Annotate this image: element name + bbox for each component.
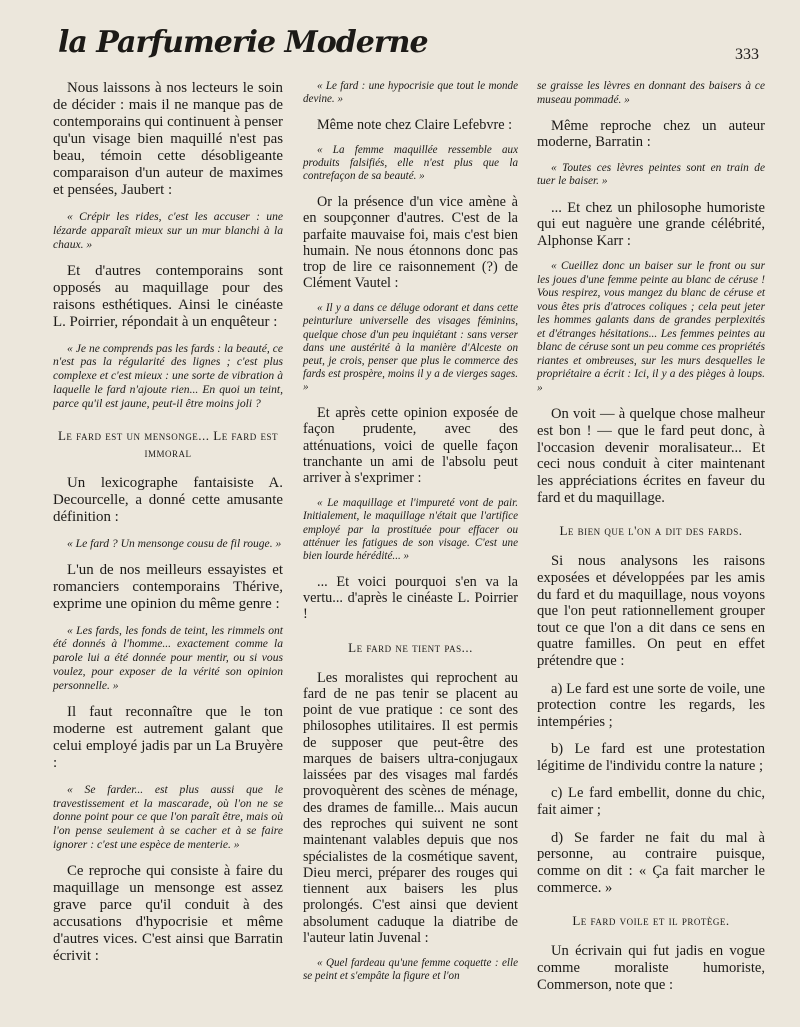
quotation: « Les fards, les fonds de teint, les rimmels ont été donnés à l'homme... exactement comme la parole lui a été donnée pour mentir, ou si vous voulez, pour exposer de la vérité son opinion personnelle. » (53, 623, 283, 692)
section-heading: Le bien que l'on a dit des fards. (559, 523, 743, 539)
paragraph: Et d'autres contemporains sont opposés au maquillage pour des raisons esthétiques. Ainsi le cinéaste L. Poirrier, répondait à un enquêteur : (53, 262, 283, 330)
paragraph: Un lexicographe fantaisiste A. Decourcelle, a donné cette amusante définition : (53, 474, 283, 525)
paragraph: Les moralistes qui reprochent au fard de ne pas tenir se placent au point de vue pratique : ce sont des philosophes utilitaires. Il est permis de supposer que peut-être des marques de baisers ultra-conjugaux laissées par des visages mal fardés provoquèrent des scènes de ménage, des drames de famille... Mais aucun des reproches qui suivent ne sont maintenant valables depuis que nos spécialistes de la cosmétique savent, Dieu merci, préparer des rouges qui tiennent aux baisers les plus prolongés. C'est ainsi que devient absolument caduque la diatribe de l'auteur latin Juvenal : (303, 669, 518, 946)
paragraph: Un écrivain qui fut jadis en vogue comme moraliste humoriste, Commerson, note que : (537, 943, 765, 993)
paragraph: Ce reproche qui consiste à faire du maquillage un mensonge est assez grave parce qu'il conduit à des accusations d'hypocrisie et même d'autres vices. C'est ainsi que Barratin écrivit : (53, 862, 283, 964)
quotation: « Toutes ces lèvres peintes sont en train de tuer le baiser. » (537, 161, 765, 188)
text-column-3 (537, 80, 765, 1004)
page-number: 333 (735, 46, 759, 63)
paragraph: L'un de nos meilleurs essayistes et romanciers contemporains Thérive, exprime une opinion du même genre : (53, 561, 283, 612)
quotation: « Le fard : une hypocrisie que tout le monde devine. » (303, 80, 518, 106)
section-heading: Le fard ne tient pas... (348, 639, 473, 655)
quotation: « Crépir les rides, c'est les accuser : une lézarde apparaît mieux sur un mur blanchi à la chaux. » (53, 210, 283, 251)
quotation: se graisse les lèvres en donnant des baisers à ce museau pommadé. » (537, 80, 765, 106)
paragraph: d) Se farder ne fait du mal à personne, au contraire puisque, comme on dit : « Ça fait marcher le commerce. » (537, 829, 765, 896)
quotation: « Se farder... est plus aussi que le travestissement et la mascarade, où l'on ne se donne point pour ce que l'on paraît être, mais où l'on pense seulement à se cacher et à se faire ignorer : c'est une espèce de menterie. » (53, 782, 283, 851)
paragraph: c) Le fard embellit, donne du chic, fait aimer ; (537, 785, 765, 819)
quotation: « La femme maquillée ressemble aux produits falsifiés, elle n'est plus que la contrefaçon de sa beauté. » (303, 143, 518, 183)
paragraph: Si nous analysons les raisons exposées et développées par les amis du fard et du maquillage, nous voyons que l'on peut rationnellement grouper tout ce que l'on a dit dans ce sens en quatre familles. On peut en effet prétendre que : (537, 553, 765, 670)
quotation: « Il y a dans ce déluge odorant et dans cette peinturlure universelle des visages féminins, quelque chose d'un peu inquiétant : sans verser dans une austérité à la manière d'Alceste on peut, je crois, penser que plus le commerce des fards est prospère, moins il y a de vierges sages. » (303, 302, 518, 394)
quotation: « Cueillez donc un baiser sur le front ou sur les joues d'une femme peinte au blanc de céruse ! Vous respirez, vous mangez du blanc de céruse et vous êtes pris d'atroces coliques ; cela peut jeter les hommes galants dans de grandes perplexités et d'étranges hésitations... Les femmes peintes au blanc de céruse sont un peu comme ces propriétés riantes et ombreuses, sur les murs desquelles le propriétaire a écrit : Ici, il y a des pièges à loups. » (537, 260, 765, 394)
section-heading: Le fard est un mensonge... Le fard est immoral (57, 427, 279, 460)
magazine-masthead: la Parfumerie Moderne (58, 25, 428, 60)
quotation: « Le maquillage et l'impureté vont de pair. Initialement, le maquillage n'était que l'artifice employé par la prostituée pour effacer ou atténuer les fatigues de son visage. C'est une bien lourde hérédité... » (303, 497, 518, 562)
quotation: « Je ne comprends pas les fards : la beauté, ce n'est pas la régularité des lignes ; c'est plus complexe et c'est mieux : une sorte de vibration à laquelle le fard n'ajoute rien... En quoi un teint, parce qu'il est jaune, peut-il être moins joli ? (53, 341, 283, 410)
quotation: « Quel fardeau qu'une femme coquette : elle se peint et s'empâte la figure et l'on (303, 956, 518, 983)
paragraph: Il faut reconnaître que le ton moderne est autrement galant que celui employé jadis par un La Bruyère : (53, 703, 283, 771)
text-column-1 (53, 80, 283, 976)
paragraph: Nous laissons à nos lecteurs le soin de décider : mais il ne manque pas de contemporains qui continuent à penser qu'un visage bien maquillé n'est pas beau, témoin cette désobligeante comparaison d'un auteur de maximes et pensées, Jaubert : (53, 80, 283, 199)
paragraph: Or la présence d'un vice amène à en soupçonner d'autres. C'est de la parfaite mauvaise foi, mais c'est bien humain. Ne nous étonnons donc pas trop de lire ce raisonnement (?) de Clément Vautel : (303, 193, 518, 292)
text-column-2 (303, 80, 518, 994)
paragraph: Même note chez Claire Lefebvre : (317, 116, 513, 133)
quotation: « Le fard ? Un mensonge cousu de fil rouge. » (67, 536, 282, 550)
paragraph: Et après cette opinion exposée de façon prudente, avec des atténuations, voici de quelle façon tranchante un ami de l'absolu peut arriver à s'exprimer : (303, 405, 518, 487)
paragraph: b) Le fard est une protestation légitime de l'individu contre la nature ; (537, 741, 765, 775)
paragraph: ... Et voici pourquoi s'en va la vertu... d'après le cinéaste L. Poirrier ! (303, 573, 518, 623)
section-heading: Le fard voile et il protège. (572, 913, 730, 929)
paragraph: a) Le fard est une sorte de voile, une protection contre les regards, les intempéries ; (537, 680, 765, 730)
paragraph: On voit — à quelque chose malheur est bon ! — que le fard peut donc, à l'occasion devenir moralisateur... Et ceci nous conduit à citer maintenant les appréciations écrites en faveur du fard et du maquillage. (537, 406, 765, 506)
paragraph: Même reproche chez un auteur moderne, Barratin : (537, 117, 765, 151)
paragraph: ... Et chez un philosophe humoriste qui eut naguère une grande célébrité, Alphonse Karr : (537, 199, 765, 250)
